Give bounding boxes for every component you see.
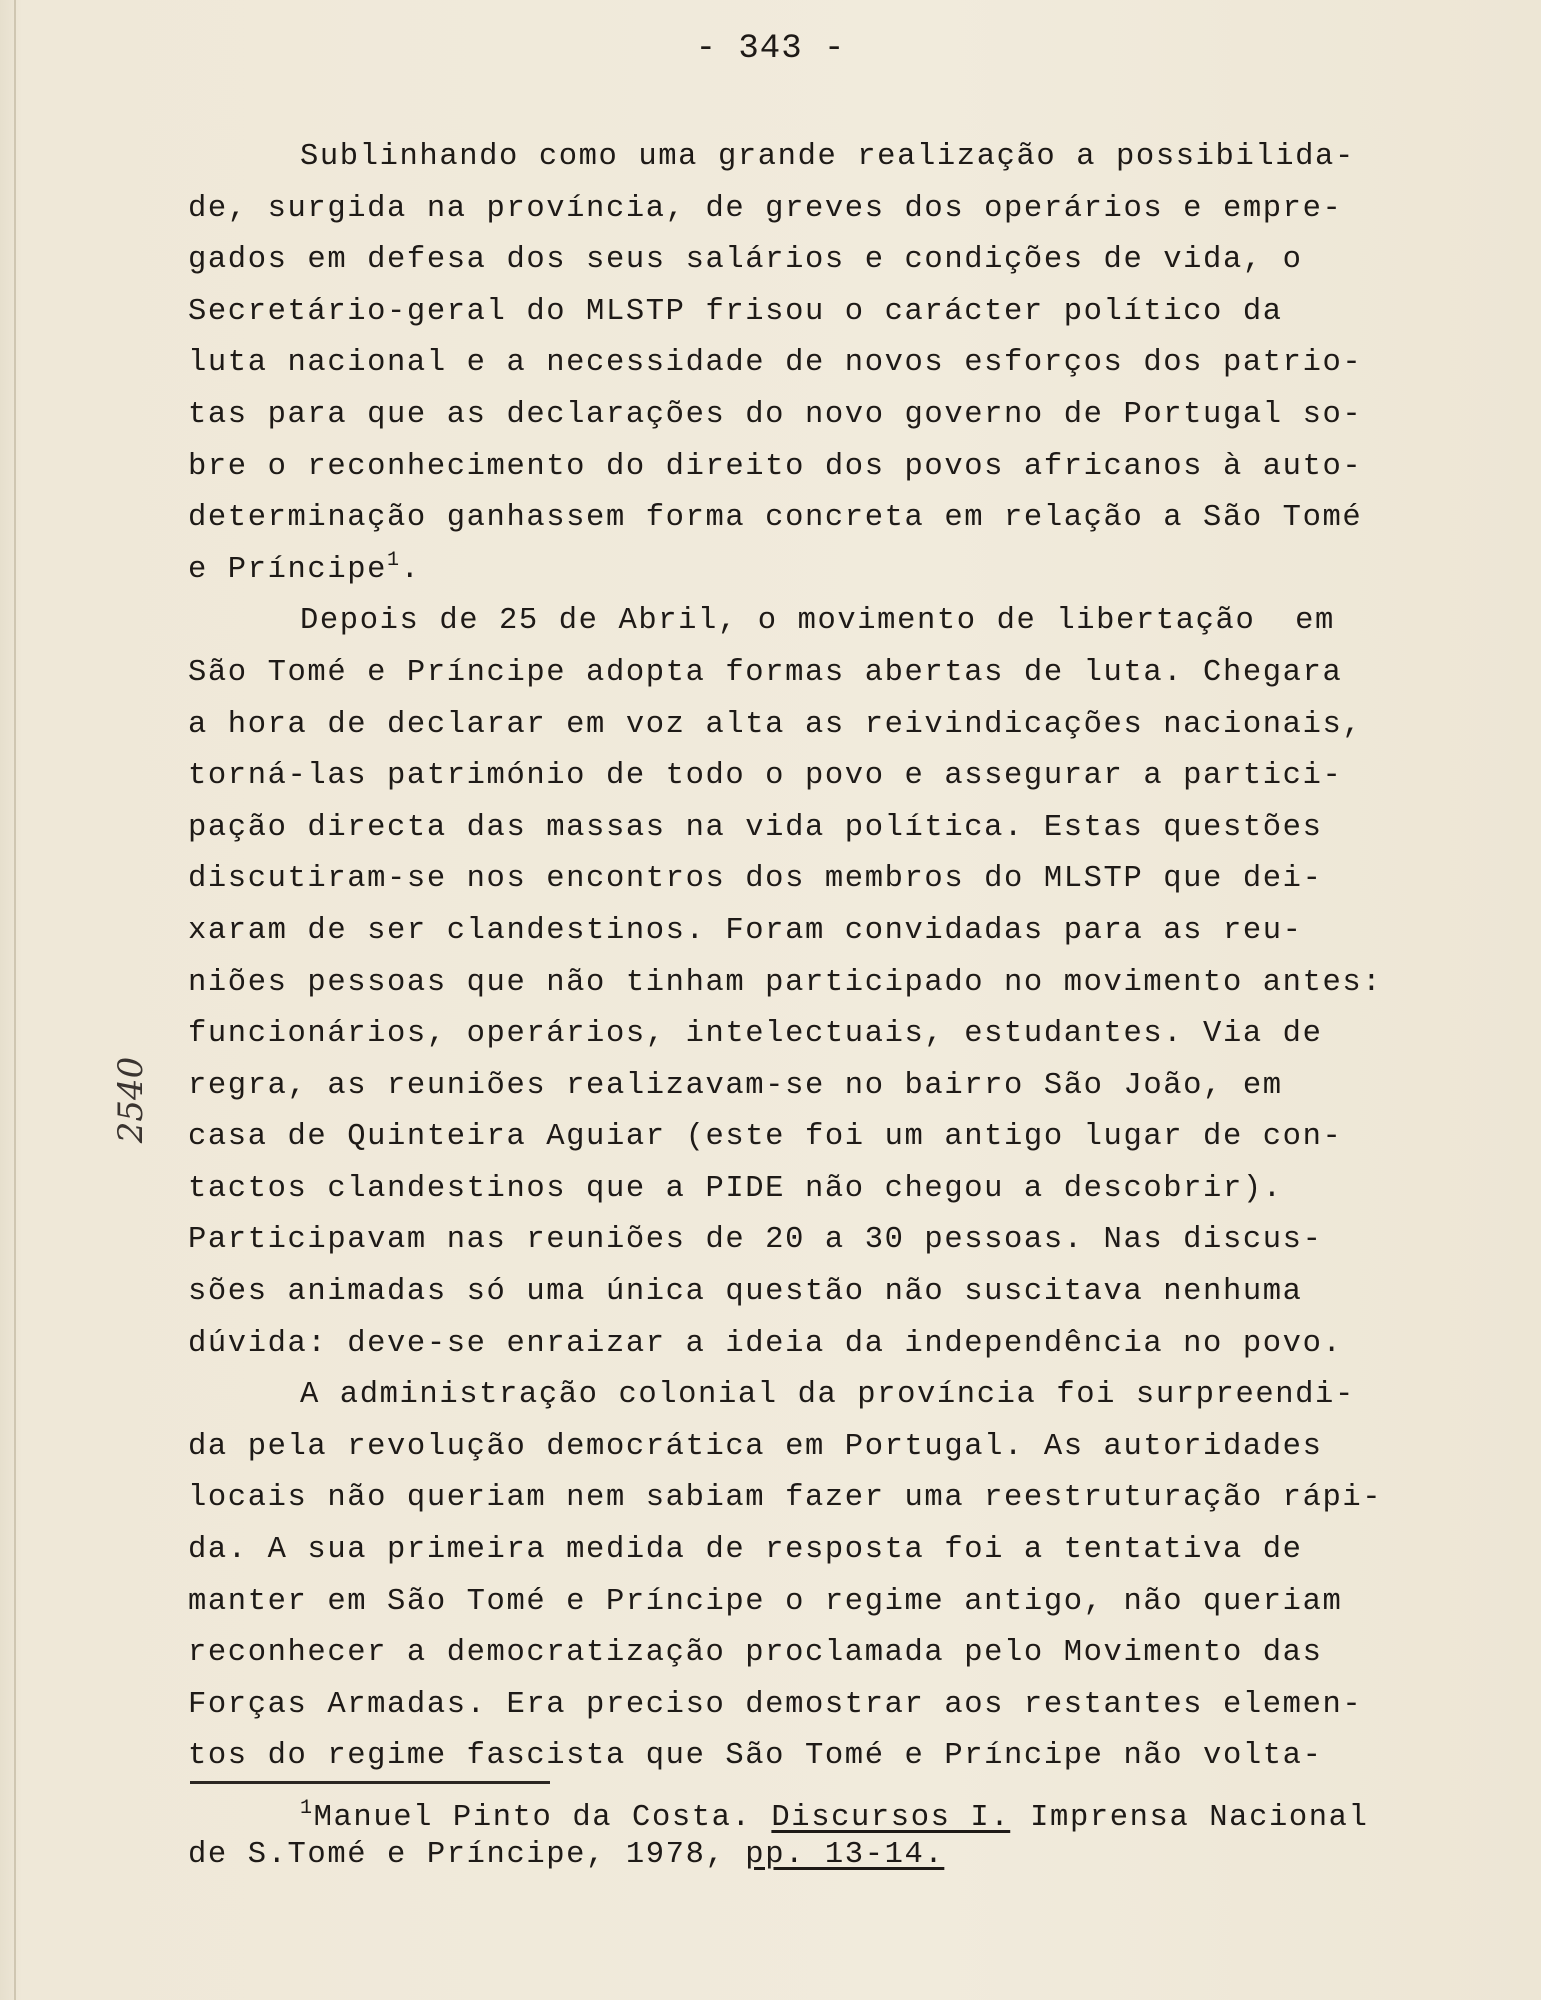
- body-text: [188, 132, 1488, 1783]
- text-line: da. A sua primeira medida de resposta foi a tentativa de: [188, 1533, 1303, 1568]
- text-line: tas para que as declarações do novo governo de Portugal so-: [188, 397, 1363, 432]
- text-line: Secretário-geral do MLSTP frisou o carácter político da: [188, 294, 1283, 329]
- footnote-place-year: de S.Tomé e Príncipe, 1978,: [188, 1838, 746, 1872]
- text-line: tos do regime fascista que São Tomé e Príncipe não volta-: [188, 1739, 1323, 1774]
- text-line: [188, 545, 1488, 597]
- footnote-divider: [190, 1781, 550, 1784]
- text-line: manter em São Tomé e Príncipe o regime antigo, não queriam: [188, 1584, 1343, 1619]
- text-line: Sublinhando como uma grande realização a possibilida-: [300, 140, 1355, 174]
- text-line: casa de Quinteira Aguiar (este foi um antigo lugar de con-: [188, 1120, 1343, 1155]
- text-line: tactos clandestinos que a PIDE não chegou a descobrir).: [188, 1171, 1283, 1206]
- text-line: niões pessoas que não tinham participado no movimento antes:: [188, 965, 1383, 1000]
- text-line: da pela revolução democrática em Portugal. As autoridades: [188, 1429, 1323, 1464]
- handwritten-margin-note: 2540: [111, 1056, 151, 1144]
- text-line: luta nacional e a necessidade de novos esforços dos patrio-: [188, 346, 1363, 381]
- text-line: locais não queriam nem sabiam fazer uma reestruturação rápi-: [188, 1481, 1383, 1516]
- text-line: torná-las património de todo o povo e assegurar a partici-: [188, 759, 1343, 794]
- text-line: determinação ganhassem forma concreta em relação a São Tomé: [188, 501, 1363, 536]
- text-fragment: .: [400, 552, 421, 587]
- text-line: funcionários, operários, intelectuais, estudantes. Via de: [188, 1017, 1323, 1052]
- text-line: discutiram-se nos encontros dos membros do MLSTP que dei-: [188, 862, 1323, 897]
- text-line: Participavam nas reuniões de 20 a 30 pessoas. Nas discus-: [188, 1223, 1323, 1258]
- text-line: sões animadas só uma única questão não suscitava nenhuma: [188, 1275, 1303, 1310]
- text-line: de, surgida na província, de greves dos operários e empre-: [188, 191, 1343, 226]
- text-line: bre o reconhecimento do direito dos povos africanos à auto-: [188, 449, 1363, 484]
- text-line: regra, as reuniões realizavam-se no bairro São João, em: [188, 1068, 1283, 1103]
- footnote-line: [188, 1837, 1498, 1874]
- text-line: A administração colonial da província foi surpreendi-: [300, 1378, 1355, 1413]
- footnote-reference: 1: [387, 548, 401, 572]
- footnote-author: Manuel Pinto da Costa.: [313, 1801, 772, 1835]
- text-line: Depois de 25 de Abril, o movimento de libertação em: [300, 604, 1335, 639]
- text-fragment: e Príncipe: [188, 552, 388, 587]
- text-line: pação directa das massas na vida política. Estas questões: [188, 810, 1323, 845]
- footnote-publisher: Imprensa Nacional: [1010, 1801, 1369, 1835]
- text-line: dúvida: deve-se enraizar a ideia da independência no povo.: [188, 1326, 1343, 1361]
- text-line: reconhecer a democratização proclamada pelo Movimento das: [188, 1636, 1323, 1671]
- footnote-pages: pp. 13-14.: [745, 1838, 945, 1872]
- footnote: [188, 1797, 1498, 1874]
- footnote-mark: 1: [300, 1797, 314, 1820]
- text-line: Forças Armadas. Era preciso demostrar aos restantes elemen-: [188, 1687, 1363, 1722]
- footnote-title: Discursos I.: [771, 1801, 1011, 1835]
- text-line: a hora de declarar em voz alta as reivindicações nacionais,: [188, 707, 1363, 742]
- page-edge: [14, 0, 16, 2000]
- text-line: gados em defesa dos seus salários e condições de vida, o: [188, 243, 1303, 278]
- page-number: - 343 -: [695, 30, 846, 68]
- footnote-line: [188, 1797, 1498, 1837]
- text-line: São Tomé e Príncipe adopta formas abertas de luta. Chegara: [188, 655, 1343, 690]
- text-line: xaram de ser clandestinos. Foram convidadas para as reu-: [188, 913, 1303, 948]
